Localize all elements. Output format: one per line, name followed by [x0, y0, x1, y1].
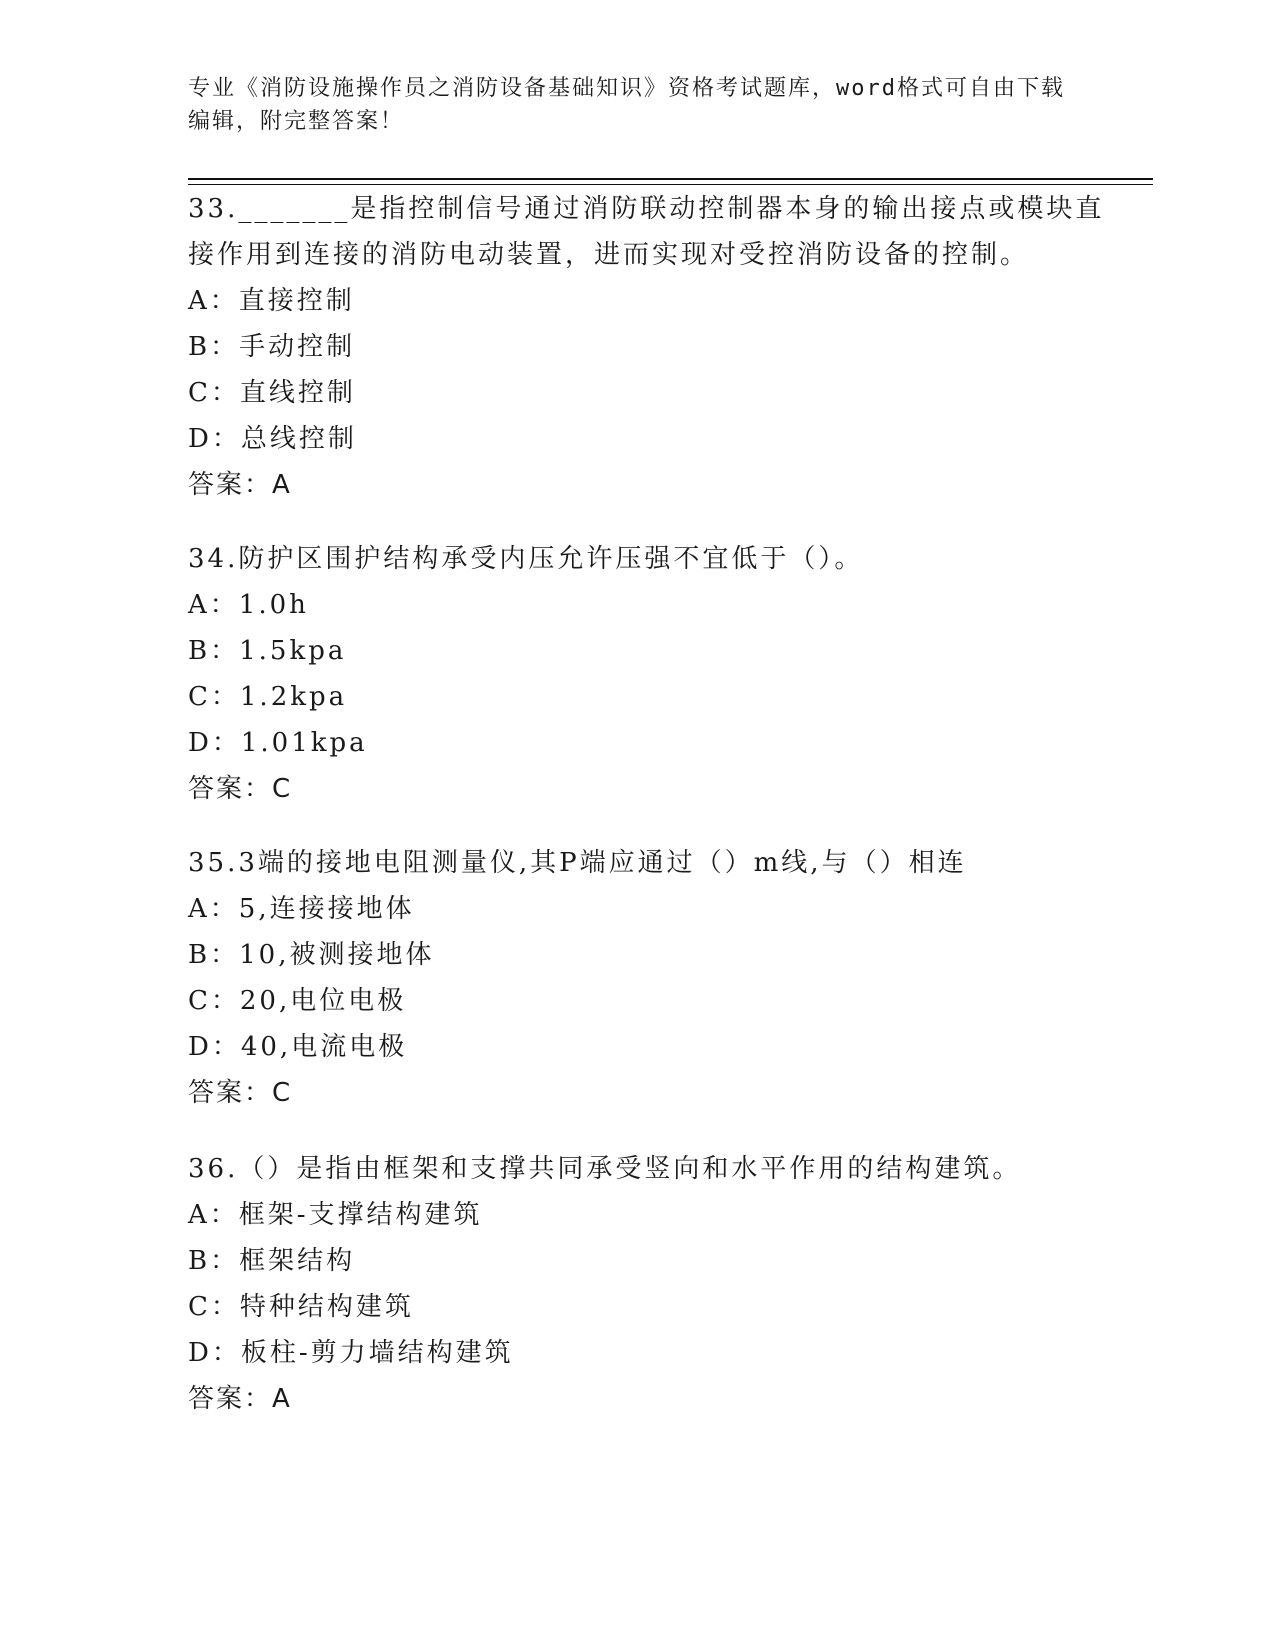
- option-b: B：手动控制: [188, 332, 356, 362]
- option-b: B：1.5kpa: [188, 636, 347, 666]
- option-d: D：1.01kpa: [188, 728, 368, 758]
- answer-label: 答案：: [188, 774, 273, 804]
- answer-value: A: [272, 1384, 291, 1414]
- answer-line: [188, 1376, 1118, 1422]
- question-stem: 34.防护区围护结构承受内压允许压强不宜低于（）。: [188, 544, 864, 574]
- header-divider-thick: [188, 178, 1153, 180]
- answer-value: C: [272, 1078, 292, 1108]
- answer-label: 答案：: [188, 1078, 273, 1108]
- question-stem: 33._______是指控制信号通过消防联动控制器本身的输出接点或模块直接作用到连接的消防电动装置，进而实现对受控消防设备的控制。: [188, 194, 1105, 270]
- answer-line: [188, 766, 1118, 812]
- option-a: A：直接控制: [188, 286, 355, 316]
- answer-label: 答案：: [188, 1384, 273, 1414]
- option-d: D：40,电流电极: [188, 1032, 408, 1062]
- question-33: [188, 186, 1118, 508]
- document-header: 专业《消防设施操作员之消防设备基础知识》资格考试题库，word格式可自由下载编辑，附完整答案！: [188, 76, 1065, 134]
- option-a: A：5,连接接地体: [188, 894, 415, 924]
- option-c: C：直线控制: [188, 378, 356, 408]
- answer-value: C: [272, 774, 292, 804]
- option-d: D：总线控制: [188, 424, 357, 454]
- question-34: [188, 536, 1118, 812]
- option-a: A：1.0h: [188, 590, 309, 620]
- question-stem: 36.（）是指由框架和支撑共同承受竖向和水平作用的结构建筑。: [188, 1154, 1022, 1184]
- option-c: C：20,电位电极: [188, 986, 407, 1016]
- option-b: B：10,被测接地体: [188, 940, 435, 970]
- question-stem: 35.3端的接地电阻测量仪,其P端应通过（）m线,与（）相连: [188, 848, 967, 878]
- answer-value: A: [272, 470, 291, 500]
- option-c: C：特种结构建筑: [188, 1292, 414, 1322]
- answer-line: [188, 462, 1118, 508]
- question-36: [188, 1146, 1118, 1422]
- header-divider-thin: [188, 184, 1153, 185]
- option-c: C：1.2kpa: [188, 682, 348, 712]
- question-35: [188, 840, 1118, 1116]
- option-b: B：框架结构: [188, 1246, 356, 1276]
- answer-label: 答案：: [188, 470, 273, 500]
- answer-line: [188, 1070, 1118, 1116]
- option-a: A：框架-支撑结构建筑: [188, 1200, 483, 1230]
- option-d: D：板柱-剪力墙结构建筑: [188, 1338, 514, 1368]
